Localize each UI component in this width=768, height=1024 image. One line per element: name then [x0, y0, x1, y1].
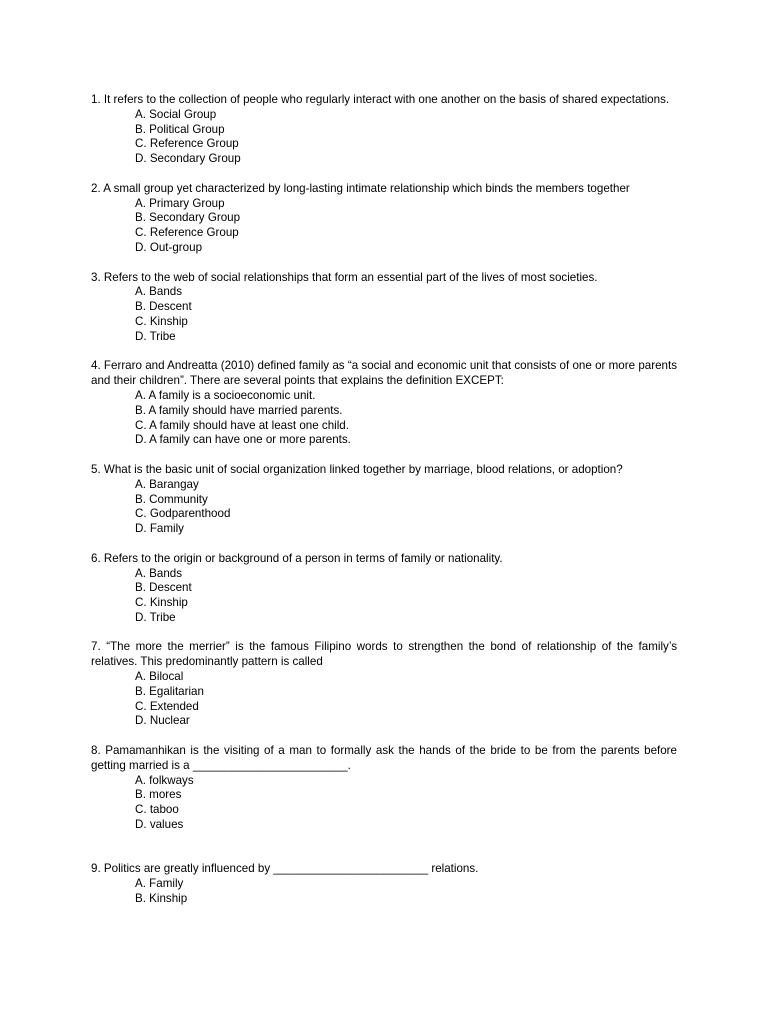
- option-item: C. Godparenthood: [135, 507, 231, 521]
- question-stem: 2. A small group yet characterized by long-lasting intimate relationship which binds the members together: [91, 181, 630, 195]
- option-item: A. Bands: [135, 285, 183, 299]
- option-list: [91, 197, 677, 256]
- option-item: B. Kinship: [135, 892, 188, 906]
- option-item: A. Primary Group: [135, 196, 225, 210]
- question-stem: 9. Politics are greatly influenced by ________________________ relations.: [91, 862, 479, 876]
- option-item: B. mores: [135, 788, 182, 802]
- option-list: [91, 774, 677, 833]
- option-list: [91, 285, 677, 344]
- question-stem: 5. What is the basic unit of social organization linked together by marriage, blood relations, or adoption?: [91, 462, 623, 476]
- option-item: A. folkways: [135, 773, 194, 787]
- option-item: C. Kinship: [135, 596, 188, 610]
- option-item: D. Nuclear: [135, 714, 190, 728]
- option-item: D. A family can have one or more parents.: [135, 433, 351, 447]
- option-item: C. A family should have at least one child.: [135, 418, 349, 432]
- option-item: D. Tribe: [135, 329, 176, 343]
- option-item: C. Kinship: [135, 314, 188, 328]
- option-item: C. Reference Group: [135, 137, 239, 151]
- question-5: [91, 463, 677, 537]
- question-stem: 6. Refers to the origin or background of a person in terms of family or nationality.: [91, 551, 503, 565]
- option-item: C. Extended: [135, 699, 199, 713]
- quiz-document: [91, 93, 677, 922]
- option-item: B. Descent: [135, 581, 192, 595]
- option-item: B. A family should have married parents.: [135, 403, 343, 417]
- question-7: [91, 640, 677, 729]
- question-stem: 3. Refers to the web of social relationships that form an essential part of the lives of most societies.: [91, 270, 598, 284]
- option-item: A. Bands: [135, 566, 183, 580]
- option-item: D. Family: [135, 522, 184, 536]
- option-item: A. Social Group: [135, 107, 217, 121]
- option-list: [91, 478, 677, 537]
- option-item: D. values: [135, 818, 184, 832]
- option-item: C. taboo: [135, 803, 179, 817]
- option-item: A. Family: [135, 877, 184, 891]
- option-item: C. Reference Group: [135, 226, 239, 240]
- option-item: B. Egalitarian: [135, 684, 204, 698]
- question-2: [91, 182, 677, 256]
- option-item: B. Community: [135, 492, 208, 506]
- option-item: A. Barangay: [135, 477, 199, 491]
- question-stem: 1. It refers to the collection of people who regularly interact with one another on the basis of shared expectations.: [91, 93, 670, 106]
- option-item: D. Secondary Group: [135, 152, 241, 166]
- option-item: B. Political Group: [135, 122, 225, 136]
- question-stem: 8. Pamamanhikan is the visiting of a man to formally ask the hands of the bride to be from the parents before getting married is a ________________________.: [91, 744, 677, 772]
- option-list: [91, 567, 677, 626]
- option-item: A. A family is a socioeconomic unit.: [135, 388, 316, 402]
- question-6: [91, 552, 677, 626]
- option-item: D. Tribe: [135, 610, 176, 624]
- option-item: B. Descent: [135, 300, 192, 314]
- option-item: B. Secondary Group: [135, 211, 241, 225]
- option-item: A. Bilocal: [135, 670, 184, 684]
- option-list: [91, 389, 677, 448]
- option-list: [91, 877, 677, 907]
- question-stem: 7. “The more the merrier” is the famous Filipino words to strengthen the bond of relationship of the family’s relatives. This predominantly pattern is called: [91, 640, 677, 669]
- question-stem: 4. Ferraro and Andreatta (2010) defined family as “a social and economic unit that consists of one or more parents and their children”. There are several points that explains the definition EXCEPT:: [91, 359, 677, 388]
- option-list: [91, 670, 677, 729]
- question-8: [91, 744, 677, 833]
- question-9: [91, 862, 677, 906]
- question-3: [91, 271, 677, 345]
- question-4: [91, 359, 677, 448]
- option-list: [91, 108, 677, 167]
- option-item: D. Out-group: [135, 240, 203, 254]
- question-1: [91, 93, 677, 167]
